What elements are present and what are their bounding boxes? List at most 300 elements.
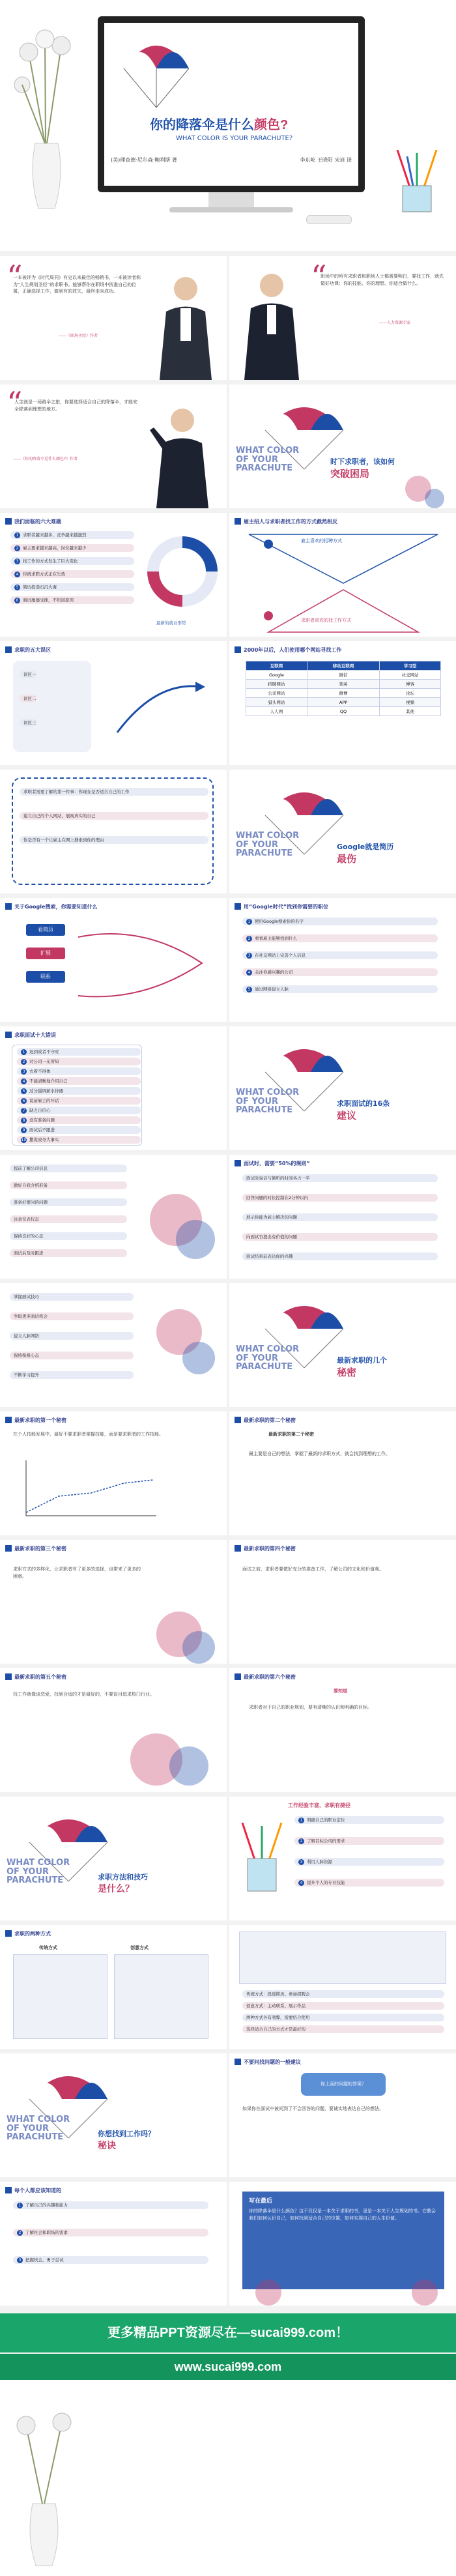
number-badge: 3 <box>246 953 252 959</box>
number-badge: 2 <box>17 2230 23 2236</box>
person-photo <box>239 269 304 380</box>
list-item-text: 注意仪表仪态 <box>14 1217 39 1222</box>
problem-item <box>10 596 134 604</box>
slide-quote-3 <box>0 384 227 508</box>
number-badge: 7 <box>21 1108 27 1114</box>
column-b-box <box>114 1954 208 2039</box>
table-cell: 招聘网站 <box>246 680 307 689</box>
table-cell: 其他 <box>380 707 441 716</box>
bullet-square <box>235 1673 241 1680</box>
list-item-text: 对公司一无所知 <box>29 1059 59 1064</box>
slide-title: 关于Google搜索，你需要知道什么 <box>14 904 98 910</box>
curve-graphic <box>78 924 208 1009</box>
cover-title: 你的降落伞是什么颜色? <box>150 118 289 132</box>
tip-item <box>20 836 208 844</box>
list-item-text: 建立自己的个人网站，展现真实的自己 <box>23 813 96 818</box>
interview-tip-item <box>10 1198 127 1206</box>
number-badge: 10 <box>21 1137 27 1142</box>
number-badge: 3 <box>17 2257 23 2263</box>
list-item-text: 选择适合自己的方式才是最好的 <box>246 2027 306 2032</box>
list-item-text: 过分强调薪水待遇 <box>29 1088 63 1093</box>
watermark-text: WHAT COLOR OF YOUR PARACHUTE <box>7 1858 70 1886</box>
slide-afterword <box>229 2182 456 2306</box>
cover-translator: 李东屹 王晓阳 宋谚 译 <box>300 157 352 163</box>
slide-section-6 <box>0 2053 227 2177</box>
list-item-text: 面试结束前表达你的兴趣 <box>246 1254 293 1259</box>
slide-title: 最新求职的第六个秘密 <box>244 1674 296 1680</box>
list-item-text: 使用Google搜索你的名字 <box>255 919 304 924</box>
number-badge: 9 <box>21 1127 27 1133</box>
problem-item <box>10 531 134 539</box>
number-badge: 2 <box>21 1059 27 1065</box>
google-word: 联系 <box>26 971 65 983</box>
number-badge: 4 <box>14 572 20 577</box>
slide-google-era <box>229 898 456 1022</box>
parachute-icon <box>117 29 195 114</box>
table-cell: QQ <box>307 707 379 716</box>
era-item <box>242 968 438 976</box>
slide-50-rule <box>229 1155 456 1279</box>
way-item <box>242 1990 444 1998</box>
list-item-text: 缺乏自信心 <box>29 1108 51 1113</box>
cover-subtitle: WHAT COLOR IS YOUR PARACHUTE? <box>176 135 293 142</box>
slide-title: 不要问找问题的一般建议 <box>244 2059 301 2065</box>
slide-experience <box>229 1797 456 1920</box>
list-item-text: 做好自我介绍准备 <box>14 1183 48 1188</box>
problem-item <box>10 583 134 591</box>
number-badge: 2 <box>298 1838 304 1844</box>
person-photo <box>153 272 218 380</box>
list-item-text: 简历投递石沉大海 <box>23 585 57 590</box>
google-word-list <box>26 924 65 994</box>
number-badge: 3 <box>298 1859 304 1865</box>
list-item-text: 建立人脉网络 <box>14 1333 39 1339</box>
list-item-text: 了解目标公司的需求 <box>307 1838 345 1844</box>
list-item-text: 传统求职方式正在失效 <box>23 572 65 577</box>
table-header-cell: 互联网 <box>246 661 307 671</box>
list-item-text: 在社交网站上完善个人信息 <box>255 953 306 958</box>
list-item-text: 两种方式各有利弊，需要结合使用 <box>246 2015 310 2020</box>
number-badge: 4 <box>246 970 252 976</box>
triangle-top-label: 雇主喜欢的招聘方式 <box>301 538 342 543</box>
slide-title: 每个人都应该知道的 <box>14 2188 61 2193</box>
body-text: 最主要是自己的想法，掌握了最新的求职方式，就会找到理想的工作。 <box>249 1451 390 1456</box>
way-item <box>242 2025 444 2033</box>
quote-author: ——人力资源专家 <box>379 321 411 325</box>
quote-mark: “ <box>311 259 327 295</box>
table-cell: APP <box>307 698 379 707</box>
slide-title: 我们面临的六大难题 <box>14 519 61 525</box>
mistake-item <box>20 671 36 678</box>
footer-area <box>0 2380 456 2576</box>
table-cell: 论坛 <box>380 689 441 698</box>
body-text: 面试之前，求职者要做好充分的准备工作，了解公司的文化和价值观。 <box>242 1567 384 1572</box>
slide-title: 雇主招人与求职者找工作的方式截然相反 <box>244 519 337 525</box>
watermark-text: WHAT COLOR OF YOUR PARACHUTE <box>7 2115 70 2143</box>
list-item-text: 求职者需要了解的第一件事：你现在是否适合自己的工作 <box>23 789 130 794</box>
interview-mistake-item <box>17 1097 141 1105</box>
list-item-text: 不能清晰地介绍自己 <box>29 1078 68 1084</box>
number-badge: 5 <box>21 1088 27 1094</box>
quote-text: 要知道 <box>334 1688 347 1694</box>
vase-flowers-image <box>7 2406 85 2569</box>
list-item-text: 你是否有一个让雇主在网上搜索到你的理由 <box>23 837 104 843</box>
era-item <box>242 934 438 942</box>
know-item <box>13 2229 208 2236</box>
list-item-text: 把握机会，勇于尝试 <box>25 2257 64 2263</box>
list-item-text: 准备好要问的问题 <box>14 1200 48 1205</box>
skill-item <box>10 1332 134 1340</box>
slide-section-1 <box>229 384 456 508</box>
mistake-item-list <box>20 671 36 743</box>
slide-quote-2 <box>229 256 456 380</box>
number-badge: 5 <box>14 585 20 590</box>
bullet-square <box>5 2187 12 2193</box>
skill-item-list <box>10 1293 134 1391</box>
skill-item <box>10 1371 134 1379</box>
slide-secret-4 <box>229 1540 456 1664</box>
cover-slide <box>0 0 456 251</box>
interview-mistake-item <box>17 1048 141 1056</box>
slide-secret-3 <box>0 1540 227 1664</box>
cover-author: (美)理查德·尼尔森·鲍利斯 著 <box>111 157 177 163</box>
list-item-text: 迟到或者不守时 <box>29 1049 59 1054</box>
monitor-base <box>169 207 293 212</box>
list-item-text: 误区一 <box>23 672 36 677</box>
bullet-square <box>235 518 241 525</box>
skill-item <box>10 1312 134 1320</box>
pencil-cup-image <box>236 1823 288 1907</box>
problem-item <box>10 557 134 565</box>
number-badge: 4 <box>21 1078 27 1084</box>
list-item-text: 保持良好的心态 <box>14 1234 44 1239</box>
monitor-stand <box>208 192 254 209</box>
bullet-square <box>5 1673 12 1680</box>
slide-triangles <box>229 513 456 637</box>
slide-mistakes <box>0 641 227 765</box>
table-cell: Google <box>246 671 307 680</box>
table-cell: 微信 <box>307 671 379 680</box>
list-item-text: 明确自己的职业定位 <box>307 1817 345 1823</box>
list-item-text: 不断学习提升 <box>14 1372 39 1378</box>
list-item-text: 误区三 <box>23 720 36 725</box>
table-cell: 人人网 <box>246 707 307 716</box>
list-item-text: 利用人脉资源 <box>307 1859 332 1864</box>
number-badge: 1 <box>298 1817 304 1823</box>
monitor-frame <box>98 16 365 192</box>
rule-item <box>242 1233 438 1241</box>
interview-tip-item <box>10 1249 127 1257</box>
number-badge: 1 <box>246 919 252 925</box>
column-b-header: 创意方式 <box>130 1945 149 1950</box>
section-heading: 求职面试的16条 建议 <box>337 1099 390 1122</box>
list-item-text: 创意方式：主动联系、展示作品 <box>246 2003 306 2008</box>
slide-title: 求职的五大误区 <box>14 647 51 653</box>
afterword-panel <box>242 2192 444 2289</box>
slide-title: 写在最后 <box>249 2198 273 2205</box>
number-badge: 1 <box>17 2203 23 2208</box>
bullet-square <box>5 1930 12 1937</box>
problem-item <box>10 544 134 552</box>
person-photo <box>150 404 215 508</box>
list-item-text: 面试后及时跟进 <box>14 1251 44 1256</box>
slide-footer: 最新的就业形势 <box>156 620 186 626</box>
sub-title: 最新求职的第二个秘密 <box>268 1432 314 1437</box>
number-badge: 2 <box>14 545 20 551</box>
tip-item-list <box>20 788 208 860</box>
quote-mark: “ <box>7 385 23 422</box>
table-row <box>246 698 441 707</box>
table-row <box>246 707 441 716</box>
list-item-text: 通过网络建立人脉 <box>255 987 289 992</box>
number-badge: 5 <box>246 987 252 992</box>
body-text: 如果你在面试中被问到了不会回答的问题，要诚实地表达自己的想法。 <box>242 2106 384 2111</box>
numbered-ring-graphic <box>143 532 221 611</box>
google-word: 扩展 <box>26 948 65 959</box>
slide-tips <box>0 770 227 893</box>
experience-item <box>294 1837 444 1845</box>
section-heading: 时下求职者，该如何 突破困局 <box>330 457 395 480</box>
body-text: 求职方式的多样化，让求职者有了更多的选择，也带来了更多的困惑。 <box>13 1567 141 1579</box>
number-badge: 4 <box>298 1880 304 1886</box>
list-item-text: 掌握面试技巧 <box>14 1294 39 1299</box>
table-cell: 公司网站 <box>246 689 307 698</box>
slide-google <box>0 898 227 1022</box>
bullet-square <box>5 903 12 910</box>
growth-chart-graphic <box>20 1457 163 1522</box>
watermark-text: WHAT COLOR OF YOUR PARACHUTE <box>236 831 300 859</box>
bullet-square <box>235 1417 241 1423</box>
column-a-box <box>13 1954 107 2039</box>
bullet-square <box>235 1545 241 1552</box>
slide-skills <box>0 1283 227 1407</box>
body-text: 求职者对于自己的职业规划，要有清晰的认识和明确的目标。 <box>249 1705 372 1710</box>
bullet-square <box>5 646 12 653</box>
vase-flowers-image <box>9 26 81 215</box>
body-text: 你的降落伞是什么颜色？这不仅仅是一本关于求职的书，更是一本关于人生规划的书。它教会我们如何认识自己，如何找到适合自己的位置，如何实现自己的人生价值。 <box>249 2208 436 2221</box>
list-item-text: 争取更多面试机会 <box>14 1314 48 1319</box>
slide-section-2 <box>229 770 456 893</box>
list-item-text: 展示你能为雇主解决的问题 <box>246 1215 297 1220</box>
bullet-square <box>5 518 12 525</box>
arrow-graphic <box>111 667 208 745</box>
problem-item <box>10 570 134 578</box>
interview-tip-item <box>10 1181 127 1189</box>
list-item-text: 撒谎或夸大事实 <box>29 1137 59 1142</box>
table-cell: 领英 <box>307 680 379 689</box>
list-item-text: 关注你感兴趣的公司 <box>255 970 293 975</box>
triangle-bottom-label: 求职者喜欢的找工作方式 <box>301 618 351 623</box>
know-item <box>13 2201 208 2209</box>
quote-author: ——《职场圣经》作者 <box>59 334 98 338</box>
body-text: 找工作就像谈恋爱，找到合适的才是最好的，不要盲目追求热门行业。 <box>13 1692 154 1697</box>
slide-title: 2000年以后，人们使用哪个网站寻找工作 <box>244 647 342 653</box>
column-a-header: 传统方式 <box>39 1945 57 1950</box>
way-item <box>242 2002 444 2010</box>
table-cell: 视频 <box>380 698 441 707</box>
quote-text: 职场中的所有求职者和职场人士都需要明白，要找工作，就先做好功课：你的技能、你的理想、你适合做什么。 <box>321 274 444 286</box>
rule-item-list <box>242 1174 438 1272</box>
slide-two-ways <box>0 1925 227 2049</box>
slide-quote-1 <box>0 256 227 380</box>
interview-tip-item <box>10 1232 127 1240</box>
rule-item <box>242 1252 438 1260</box>
bullet-square <box>235 646 241 653</box>
number-badge: 6 <box>14 598 20 603</box>
slide-secret-1 <box>0 1411 227 1535</box>
callout-box: 你上面的问题的答案？ <box>301 2073 386 2096</box>
slide-title: 最新求职的第二个秘密 <box>244 1417 296 1423</box>
slide-title: 最新求职的第五个秘密 <box>14 1674 66 1680</box>
list-item-text: 雇主要求越来越高，岗位越来越少 <box>23 545 87 551</box>
table-cell: 微博 <box>307 689 379 698</box>
way-item-list <box>242 1990 444 2037</box>
interview-mistake-item <box>17 1077 141 1085</box>
rule-item <box>242 1174 438 1182</box>
table-cell: 博客 <box>380 680 441 689</box>
slide-secret-6 <box>229 1668 456 1792</box>
interview-mistake-item <box>17 1058 141 1065</box>
google-word: 看简历 <box>26 924 65 936</box>
number-badge: 8 <box>21 1118 27 1123</box>
table-cell: 社交网站 <box>380 671 441 680</box>
quote-text: 一本被评为《时代周刊》有史以来最佳的畅销书，一本被读者称为“人生规划圣经”的求职书。能够帮你在职场中找准自己的位置，正确选择工作，做到有的放矢，最终走向成功。 <box>13 275 141 294</box>
slide-no-problem <box>229 2053 456 2177</box>
skill-item <box>10 1352 134 1359</box>
slide-interview-tips <box>0 1155 227 1279</box>
slide-title: 用“Google时代”找到你需要的职位 <box>244 904 328 910</box>
number-badge: 2 <box>246 936 252 942</box>
list-item-text: 保持积极心态 <box>14 1353 39 1358</box>
quote-text: 人生就是一场跳伞之旅，你要选择适合自己的降落伞，才能安全降落到理想的地方。 <box>14 399 137 412</box>
mouse-image <box>306 215 352 224</box>
table-row <box>246 689 441 698</box>
interview-mistake-item <box>17 1087 141 1095</box>
know-item-list <box>13 2201 208 2283</box>
info-box <box>239 1932 446 1984</box>
number-badge: 6 <box>21 1098 27 1104</box>
skill-item <box>10 1293 134 1301</box>
list-item-text: 衣着不得体 <box>29 1069 51 1074</box>
mistake-item <box>20 695 36 702</box>
slide-title: 工作经验丰富，求职有捷径 <box>288 1802 350 1808</box>
list-item-text: 面试屡屡受挫，不知道原因 <box>23 598 74 603</box>
decor-circle <box>176 1220 215 1259</box>
number-badge: 3 <box>14 558 20 564</box>
section-heading: Google就是简历 最伤 <box>337 843 394 865</box>
experience-item <box>294 1879 444 1887</box>
number-badge: 3 <box>21 1069 27 1075</box>
number-badge: 1 <box>21 1049 27 1055</box>
slide-title: 最新求职的第三个秘密 <box>14 1546 66 1552</box>
section-heading: 最新求职的几个 秘密 <box>337 1356 387 1378</box>
list-item-text: 了解自己的兴趣和能力 <box>25 2203 68 2208</box>
quote-author: ——《你的降落伞是什么颜色?》作者 <box>13 457 78 461</box>
watermark-text: WHAT COLOR OF YOUR PARACHUTE <box>236 1088 300 1116</box>
experience-item <box>294 1816 444 1824</box>
website-table <box>246 661 441 716</box>
table-header-cell: 学习型 <box>380 661 441 671</box>
slide-problems <box>0 513 227 637</box>
slide-secret-2 <box>229 1411 456 1535</box>
list-item-text: 面试时说话与倾听的时间各占一半 <box>246 1176 310 1181</box>
slide-title: 最新求职的第一个秘密 <box>14 1417 66 1423</box>
section-heading: 求职方法和技巧 是什么？ <box>98 1873 148 1894</box>
era-item-list <box>242 918 438 1002</box>
watermark-text: WHAT COLOR OF YOUR PARACHUTE <box>236 446 300 474</box>
slide-section-4 <box>229 1283 456 1407</box>
tip-item <box>20 812 208 820</box>
rule-item <box>242 1213 438 1221</box>
table-row <box>246 680 441 689</box>
table-row <box>246 671 441 680</box>
interview-tip-item <box>10 1165 127 1172</box>
decor-circle <box>255 2279 281 2306</box>
tip-item <box>20 788 208 796</box>
experience-item-list <box>294 1816 444 1900</box>
decor-circle <box>412 2279 438 2306</box>
interview-tip-item-list <box>10 1165 127 1266</box>
pencil-cup-image <box>391 150 443 215</box>
decor-circle <box>182 1631 215 1664</box>
know-item <box>13 2256 208 2264</box>
decor-circle <box>425 489 444 508</box>
slide-interview-mistakes <box>0 1026 227 1150</box>
decor-circle <box>169 1746 208 1786</box>
rule-item <box>242 1194 438 1202</box>
section-heading: 你想找到工作吗？ 秘诀 <box>98 2130 155 2151</box>
quote-mark: “ <box>7 259 23 295</box>
era-item <box>242 918 438 925</box>
interview-mistake-item <box>17 1136 141 1144</box>
table-cell: 猎头网站 <box>246 698 307 707</box>
slide-title: 求职的两种方式 <box>14 1931 51 1937</box>
era-item <box>242 951 438 959</box>
watermark-text: WHAT COLOR OF YOUR PARACHUTE <box>236 1344 300 1372</box>
interview-mistake-item <box>17 1107 141 1114</box>
bullet-square <box>5 1032 12 1038</box>
bullet-square <box>235 2059 241 2065</box>
bullet-square <box>5 1417 12 1423</box>
experience-item <box>294 1858 444 1866</box>
table-header-cell: 移动互联网 <box>307 661 379 671</box>
slide-two-ways-2 <box>229 1925 456 2049</box>
list-item-text: 了解社会和职场的需求 <box>25 2230 68 2235</box>
slide-everyone-should-know <box>0 2182 227 2306</box>
problem-item-list <box>10 531 134 609</box>
list-item-text: 找工作的方式发生了巨大变化 <box>23 558 78 564</box>
list-item-text: 面试后不跟进 <box>29 1127 55 1133</box>
slide-section-5 <box>0 1797 227 1920</box>
list-item-text: 说前雇主的坏话 <box>29 1098 59 1103</box>
list-item-text: 没有准备问题 <box>29 1118 55 1123</box>
list-item-text: 传统方式：投递简历、参加招聘会 <box>246 1991 310 1997</box>
list-item-text: 提前了解公司信息 <box>14 1166 48 1171</box>
slide-websites <box>229 641 456 765</box>
bullet-square <box>5 1545 12 1552</box>
interview-tip-item <box>10 1215 127 1223</box>
body-text: 在个人技能发展中，最好不要求职者掌握技能，而是要求职者的工作技能。 <box>13 1432 164 1437</box>
promo-url[interactable]: www.sucai999.com <box>0 2354 456 2380</box>
interview-mistake-item <box>17 1126 141 1134</box>
interview-mistake-item <box>17 1067 141 1075</box>
slide-title: 最新求职的第四个秘密 <box>244 1546 296 1552</box>
slide-secret-5 <box>0 1668 227 1792</box>
mistake-item <box>20 719 36 727</box>
list-item-text: 看看雇主能够找到什么 <box>255 936 297 941</box>
list-item-text: 回答问题的时长控制在2分钟以内 <box>246 1195 309 1200</box>
decor-circle <box>182 1342 215 1374</box>
